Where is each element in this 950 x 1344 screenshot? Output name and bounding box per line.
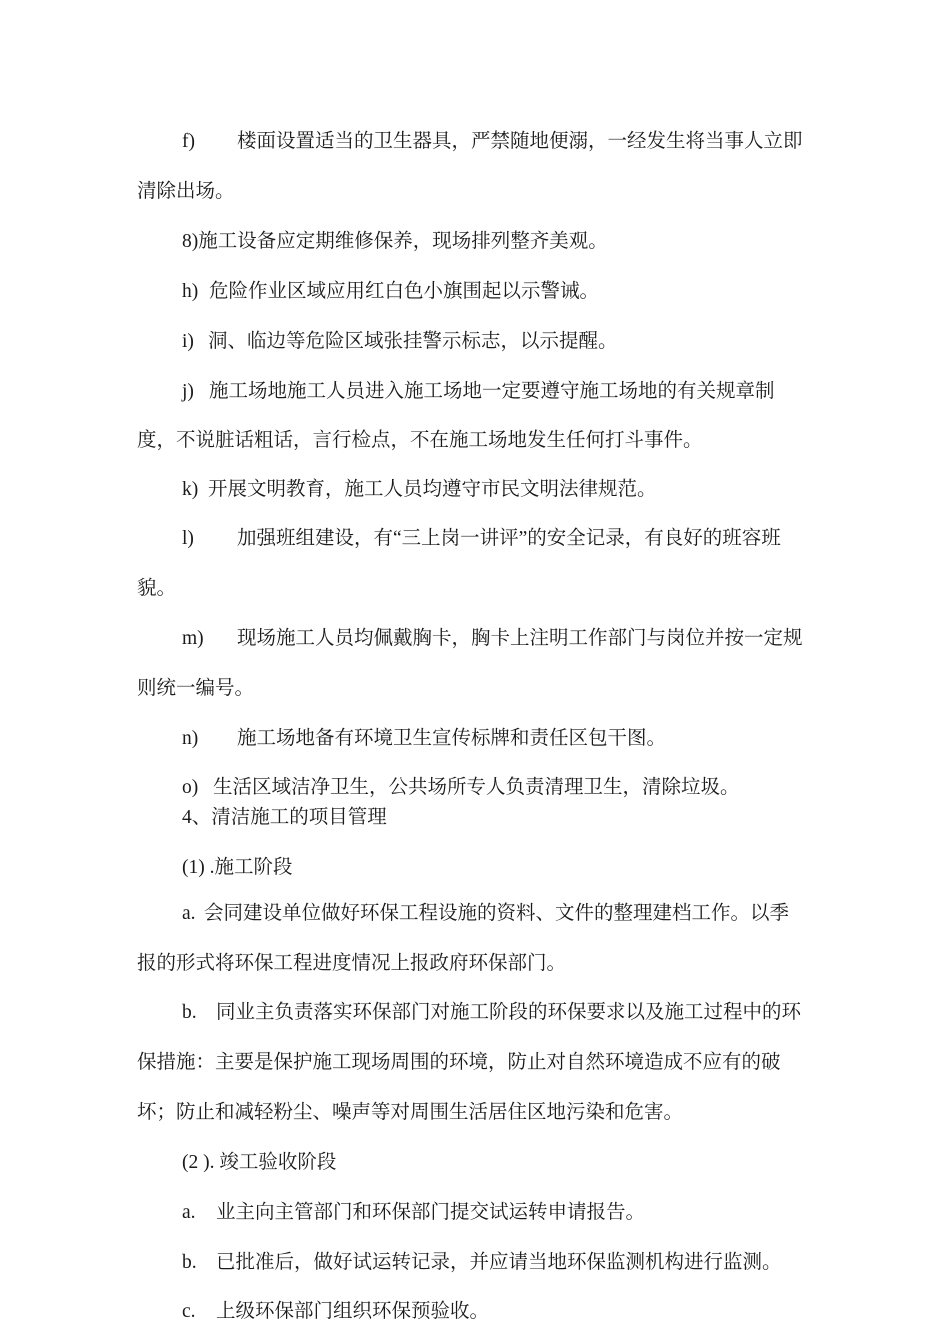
stage2-item-a-text: 业主向主管部门和环保部门提交试运转申请报告。	[216, 1202, 646, 1223]
item-l-text: 加强班组建设，有“三上岗一讲评”的安全记录，有良好的班容班	[237, 528, 781, 549]
stage2-item-c-text: 上级环保部门组织环保预验收。	[216, 1301, 490, 1322]
stage1-item-a-line2: 报的形式将环保工程进度情况上报政府环保部门。	[137, 953, 567, 974]
item-k	[182, 478, 657, 502]
stage2-item-a-label: a.	[182, 1202, 196, 1223]
item-f-line2: 清除出场。	[137, 181, 235, 202]
stage2-item-a	[182, 1201, 645, 1225]
stage1-item-a-text: 会同建设单位做好环保工程设施的资料、文件的整理建档工作。以季	[204, 903, 790, 924]
stage2-item-c-label: c.	[182, 1301, 196, 1322]
stage1-item-b-line3: 坏；防止和减轻粉尘、噪声等对周围生活居住区地污染和危害。	[137, 1102, 684, 1123]
item-j-text: 施工场地施工人员进入施工场地一定要遵守施工场地的有关规章制	[209, 381, 775, 402]
item-k-label: k)	[182, 479, 199, 500]
item-g: 8)施工设备应定期维修保养，现场排列整齐美观。	[182, 231, 608, 252]
stage2-item-b-label: b.	[182, 1252, 197, 1273]
stage-1-heading: (1) .施工阶段	[182, 857, 293, 878]
stage2-item-b-text: 已批准后，做好试运转记录，并应请当地环保监测机构进行监测。	[216, 1252, 782, 1273]
stage1-item-b-line2: 保措施：主要是保护施工现场周围的环境，防止对自然环境造成不应有的破	[137, 1052, 781, 1073]
item-k-text: 开展文明教育，施工人员均遵守市民文明法律规范。	[208, 479, 657, 500]
item-f-line1	[182, 130, 803, 154]
item-n-label: n)	[182, 728, 199, 749]
item-o-label: o)	[182, 777, 199, 798]
stage2-item-c	[182, 1300, 489, 1324]
stage1-item-b-line1	[182, 1001, 801, 1025]
item-j-line2: 度，不说脏话粗话，言行检点，不在施工场地发生任何打斗事件。	[137, 430, 703, 451]
stage1-item-a-label: a.	[182, 903, 196, 924]
section-4-heading: 4、清洁施工的项目管理	[182, 807, 387, 828]
item-n-text: 施工场地备有环境卫生宣传标牌和责任区包干图。	[237, 728, 667, 749]
item-j-label: j)	[182, 381, 194, 402]
item-i-text: 洞、临边等危险区域张挂警示标志，以示提醒。	[208, 331, 618, 352]
item-m-line2: 则统一编号。	[137, 678, 255, 699]
stage-2-heading: (2 ). 竣工验收阶段	[182, 1152, 337, 1173]
item-j-line1	[182, 380, 775, 404]
item-h	[182, 280, 599, 304]
item-m-text: 现场施工人员均佩戴胸卡，胸卡上注明工作部门与岗位并按一定规	[237, 628, 803, 649]
stage1-item-b-label: b.	[182, 1002, 197, 1023]
item-o	[182, 776, 740, 800]
item-i-label: i)	[182, 331, 194, 352]
item-h-label: h)	[182, 281, 199, 302]
item-o-text: 生活区域洁净卫生，公共场所专人负责清理卫生，清除垃圾。	[213, 777, 740, 798]
item-h-text: 危险作业区域应用红白色小旗围起以示警诫。	[209, 281, 600, 302]
item-l-line1	[182, 527, 781, 551]
stage1-item-a-line1	[182, 902, 789, 926]
stage1-item-b-text: 同业主负责落实环保部门对施工阶段的环保要求以及施工过程中的环	[216, 1002, 802, 1023]
item-m-label: m)	[182, 628, 204, 649]
item-l-label: l)	[182, 528, 194, 549]
item-m-line1	[182, 627, 803, 651]
item-f-label: f)	[182, 131, 195, 152]
stage2-item-b	[182, 1251, 782, 1275]
item-i	[182, 330, 618, 354]
item-f-text: 楼面设置适当的卫生器具，严禁随地便溺，一经发生将当事人立即	[237, 131, 803, 152]
item-l-line2: 貌。	[137, 578, 177, 599]
item-n	[182, 727, 666, 751]
